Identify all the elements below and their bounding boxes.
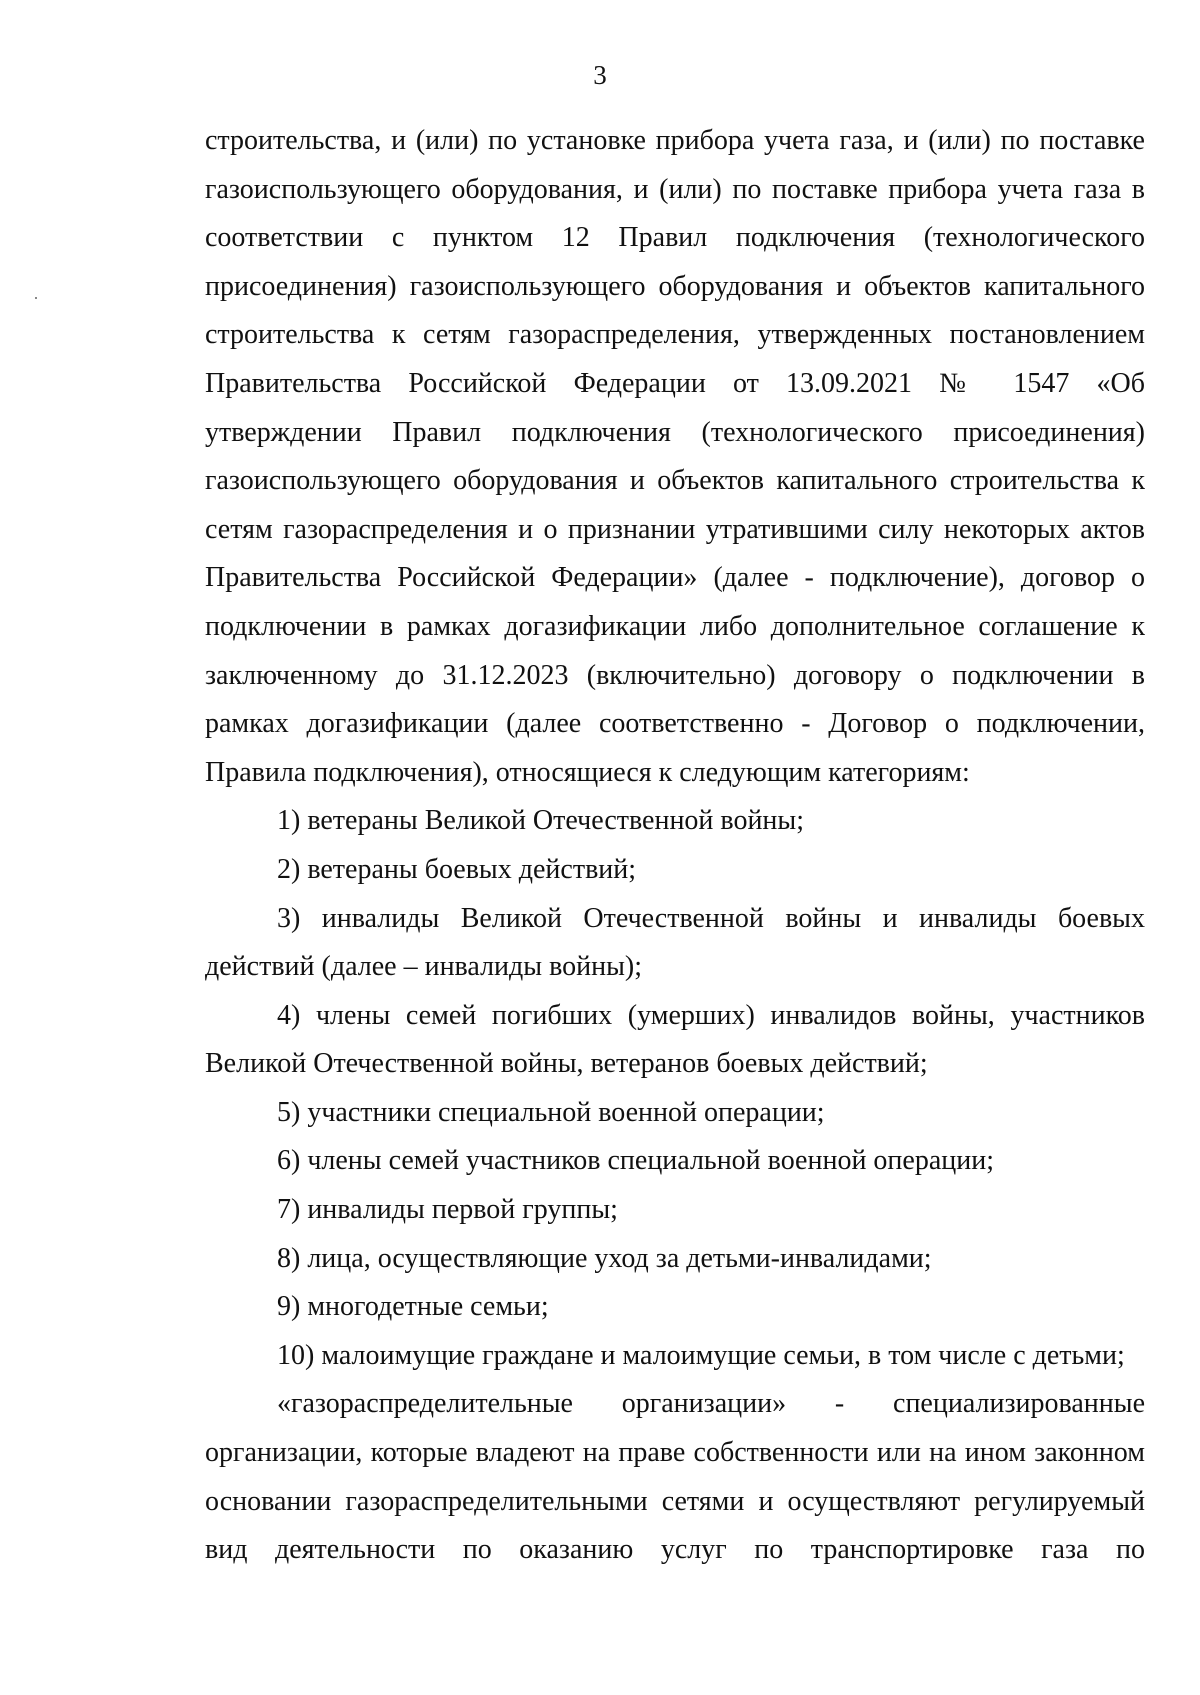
text-line: 2) ветераны боевых действий; (277, 853, 637, 885)
text-line: основании газораспределительными сетями и осуществляют регулируемый (205, 1485, 1145, 1517)
text-line: 10) малоимущие граждане и малоимущие семьи, в том числе с детьми; (277, 1339, 1125, 1371)
text-line: вид деятельности по оказанию услуг по транспортировке газа по (205, 1534, 1145, 1566)
text-line: 7) инвалиды первой группы; (277, 1194, 618, 1226)
text-line: сетям газораспределения и о признании утратившими силу некоторых актов (205, 513, 1145, 545)
text-line: 4) члены семей погибших (умерших) инвалидов войны, участников (277, 999, 1145, 1031)
text-line: Правила подключения), относящиеся к следующим категориям: (205, 756, 970, 788)
page-number: 3 (593, 60, 607, 90)
text-line: Правительства Российской Федерации» (далее - подключение), договор о (205, 562, 1145, 594)
text-line: присоединения) газоиспользующего оборудования и объектов капитального (205, 270, 1145, 302)
text-line: 1) ветераны Великой Отечественной войны; (277, 805, 805, 837)
text-line: 8) лица, осуществляющие уход за детьми-инвалидами; (277, 1242, 932, 1274)
document-body (205, 117, 1145, 1575)
margin-speck (35, 297, 37, 299)
text-line: 6) члены семей участников специальной военной операции; (277, 1145, 994, 1177)
text-line: «газораспределительные организации» - специализированные (277, 1388, 1145, 1420)
text-line: строительства к сетям газораспределения, утвержденных постановлением (205, 319, 1145, 351)
text-line: соответствии с пунктом 12 Правил подключения (технологического (205, 222, 1145, 254)
text-line: заключенному до 31.12.2023 (включительно) договору о подключении в (205, 659, 1145, 691)
text-line: утверждении Правил подключения (технологического присоединения) (205, 416, 1145, 448)
text-line: Великой Отечественной войны, ветеранов боевых действий; (205, 1048, 928, 1080)
text-line: строительства, и (или) по установке прибора учета газа, и (или) по поставке (205, 125, 1145, 156)
text-line: 5) участники специальной военной операции; (277, 1096, 825, 1128)
text-line: 3) инвалиды Великой Отечественной войны и инвалиды боевых (277, 902, 1145, 934)
text-line: 9) многодетные семьи; (277, 1291, 549, 1323)
text-line: подключении в рамках догазификации либо дополнительное соглашение к (205, 610, 1145, 642)
text-line: Правительства Российской Федерации от 13.09.2021 № 1547 «Об (205, 367, 1145, 399)
text-line: действий (далее – инвалиды войны); (205, 951, 643, 983)
text-line: газоиспользующего оборудования и объектов капитального строительства к (205, 465, 1145, 497)
text-line: организации, которые владеют на праве собственности или на ином законном (205, 1437, 1145, 1469)
text-line: рамках догазификации (далее соответственно - Договор о подключении, (205, 708, 1145, 740)
text-line: газоиспользующего оборудования, и (или) по поставке прибора учета газа в (205, 173, 1145, 205)
